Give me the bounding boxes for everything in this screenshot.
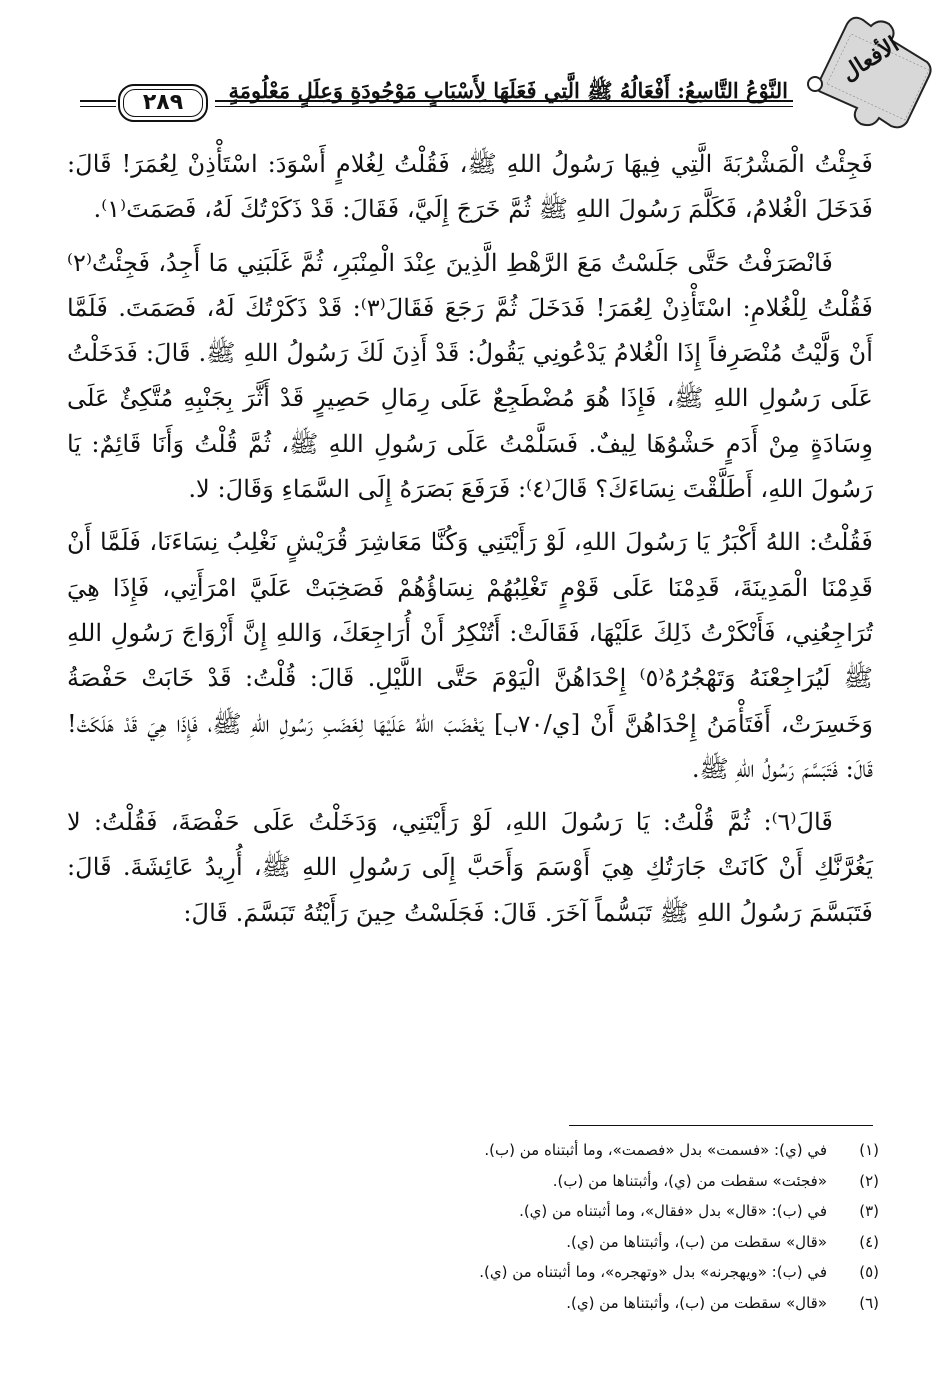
- section-badge-label: الأفعال: [836, 31, 904, 87]
- header-divider: [215, 106, 793, 107]
- page-header: [0, 0, 943, 140]
- footnote-divider: [569, 1125, 873, 1126]
- footnote-number: (٥): [859, 1263, 879, 1281]
- footnote: [67, 1227, 879, 1258]
- header-divider: [80, 106, 116, 107]
- paragraph: قَالَ⁽٦⁾: ثُمَّ قُلْتُ: يَا رَسُولَ اللهِ، لَوْ رَأَيْتَنِي، وَدَخَلْتُ عَلَى حَفْصَةَ، فَقُلْتُ: لا يَغُرَّنَّكِ أَنْ كَانَتْ جَارَتُكِ هِيَ أَوْسَمَ وَأَحَبَّ إِلَى رَسُولِ اللهِ ﷺ، أُرِيدُ عَائِشَةَ. قَالَ: فَتَبَسَّمَ رَسُولُ اللهِ ﷺ تَبَسُّماً آخَرَ. قَالَ: فَجَلَسْتُ حِينَ رَأَيْتُهُ تَبَسَّمَ. قَالَ:: [67, 808, 873, 927]
- footnote-text: في (ب): «قال» بدل «فقال»، وما أثبتناه من (ي).: [519, 1202, 827, 1220]
- header-divider: [215, 100, 793, 102]
- footnote-text: «فجئت» سقطت من (ي)، وأثبتناها من (ب).: [552, 1171, 827, 1190]
- footnote-text: في (ي): «فسمت» بدل «فصمت»، وما أثبتناه من (ب).: [484, 1141, 827, 1159]
- footnote-text: في (ب): «ويهجرنه» بدل «وتهجره»، وما أثبتناه من (ي).: [479, 1263, 827, 1281]
- footnote-number: (٦): [859, 1293, 879, 1312]
- footnotes: [67, 1135, 879, 1318]
- footnote: [67, 1166, 879, 1197]
- footnote-number: (٢): [859, 1171, 879, 1190]
- footnote: [67, 1257, 879, 1288]
- footnote-number: (١): [859, 1141, 879, 1159]
- footnote: [67, 1135, 879, 1166]
- footnote: [67, 1288, 879, 1319]
- footnote-number: (٤): [859, 1232, 879, 1251]
- paragraph: فَجِئْتُ الْمَشْرُبَةَ الَّتِي فِيهَا رَسُولُ اللهِ ﷺ، فَقُلْتُ لِغُلامٍ أَسْوَدَ: اسْتَأْذِنْ لِعُمَرَ! قَالَ: فَدَخَلَ الْغُلامُ، فَكَلَّمَ رَسُولَ اللهِ ﷺ ثُمَّ خَرَجَ إِلَيَّ، فَقَالَ: قَدْ ذَكَرْتُكَ لَهُ، فَصَمَتَ⁽١⁾.: [67, 150, 873, 224]
- paragraph: فَانْصَرَفْتُ حَتَّى جَلَسْتُ مَعَ الرَّهْطِ الَّذِينَ عِنْدَ الْمِنْبَرِ، ثُمَّ غَلَبَنِي مَا أَجِدُ، فَجِئْتُ⁽٢⁾ فَقُلْتُ لِلْغُلامِ: اسْتَأْذِنْ لِعُمَرَ! فَدَخَلَ ثُمَّ رَجَعَ فَقَالَ⁽٣⁾: قَدْ ذَكَرْتُكَ لَهُ، فَصَمَتَ. فَلَمَّا أَنْ وَلَّيْتُ مُنْصَرِفاً إِذَا الْغُلامُ يَدْعُونِي يَقُولُ: قَدْ أَذِنَ لَكَ رَسُولُ اللهِ ﷺ. قَالَ: فَدَخَلْتُ عَلَى رَسُولِ اللهِ ﷺ، فَإِذَا هُوَ مُضْطَجِعٌ عَلَى رِمَالِ حَصِيرٍ قَدْ أَثَّرَ بِجَنْبِهِ مُتَّكِئٌ عَلَى وِسَادَةٍ مِنْ أَدَمٍ حَشْوُهَا لِيفٌ. فَسَلَّمْتُ عَلَى رَسُولِ اللهِ ﷺ، ثُمَّ قُلْتُ وَأَنَا قَائِمٌ: يَا رَسُولَ اللهِ، أَطَلَّقْتَ نِسَاءَكَ؟ قَالَ⁽٤⁾: فَرَفَعَ بَصَرَهُ إِلَى السَّمَاءِ وَقَالَ: لا.: [67, 248, 873, 504]
- header-divider: [80, 100, 116, 102]
- paragraph: فَقُلْتُ: اللهُ أَكْبَرُ يَا رَسُولَ اللهِ، لَوْ رَأَيْتَنِي وَكُنَّا مَعَاشِرَ قُرَيْشٍ نَغْلِبُ نِسَاءَنَا، فَلَمَّا أَنْ قَدِمْنَا الْمَدِينَةَ، قَدِمْنَا عَلَى قَوْمٍ تَغْلِبُهُمْ نِسَاؤُهُمْ فَصَخِبَتْ عَلَيَّ امْرَأَتِي، فَإِذَا هِيَ تُرَاجِعُنِي، فَأَنْكَرْتُ ذَلِكَ عَلَيْهَا، فَقَالَتْ: أَتُنْكِرُ أَنْ أُرَاجِعَكَ، وَاللهِ إِنَّ أَزْوَاجَ رَسُولِ اللهِ ﷺ لَيُرَاجِعْنَهُ وَتَهْجُرُهُ⁽٥⁾ إِحْدَاهُنَّ الْيَوْمَ حَتَّى اللَّيْلِ. قَالَ: قُلْتُ: قَدْ خَابَتْ حَفْصَةُ وَخَسِرَتْ، أَفَتَأْمَنُ إِحْدَاهُنَّ أَنْ [ي/٧٠ب] يَغْضَبَ اللهُ عَلَيْهَا لِغَضَبِ رَسُولِ اللهِ ﷺ، فَإِذَا هِيَ قَدْ هَلَكَتْ! قَالَ: فَتَبَسَّمَ رَسُولُ اللهِ ﷺ.: [67, 528, 874, 783]
- page-number: ٢٨٩: [142, 90, 184, 115]
- footnote: [67, 1196, 879, 1227]
- footnote-text: «قال» سقطت من (ب)، وأثبتناها من (ي).: [566, 1232, 827, 1251]
- page-title: النَّوْعُ التَّاسِعُ: أَفْعَالُهُ ﷺ الَّتِي فَعَلَهَا لِأَسْبَابٍ مَوْجُودَةٍ وَعِلَلٍ مَعْلُومَةٍ: [228, 78, 788, 103]
- footnote-number: (٣): [859, 1202, 879, 1220]
- page-number-frame: [118, 84, 208, 122]
- footnote-text: «قال» سقطت من (ب)، وأثبتناها من (ي).: [566, 1293, 827, 1312]
- main-text: [67, 142, 873, 936]
